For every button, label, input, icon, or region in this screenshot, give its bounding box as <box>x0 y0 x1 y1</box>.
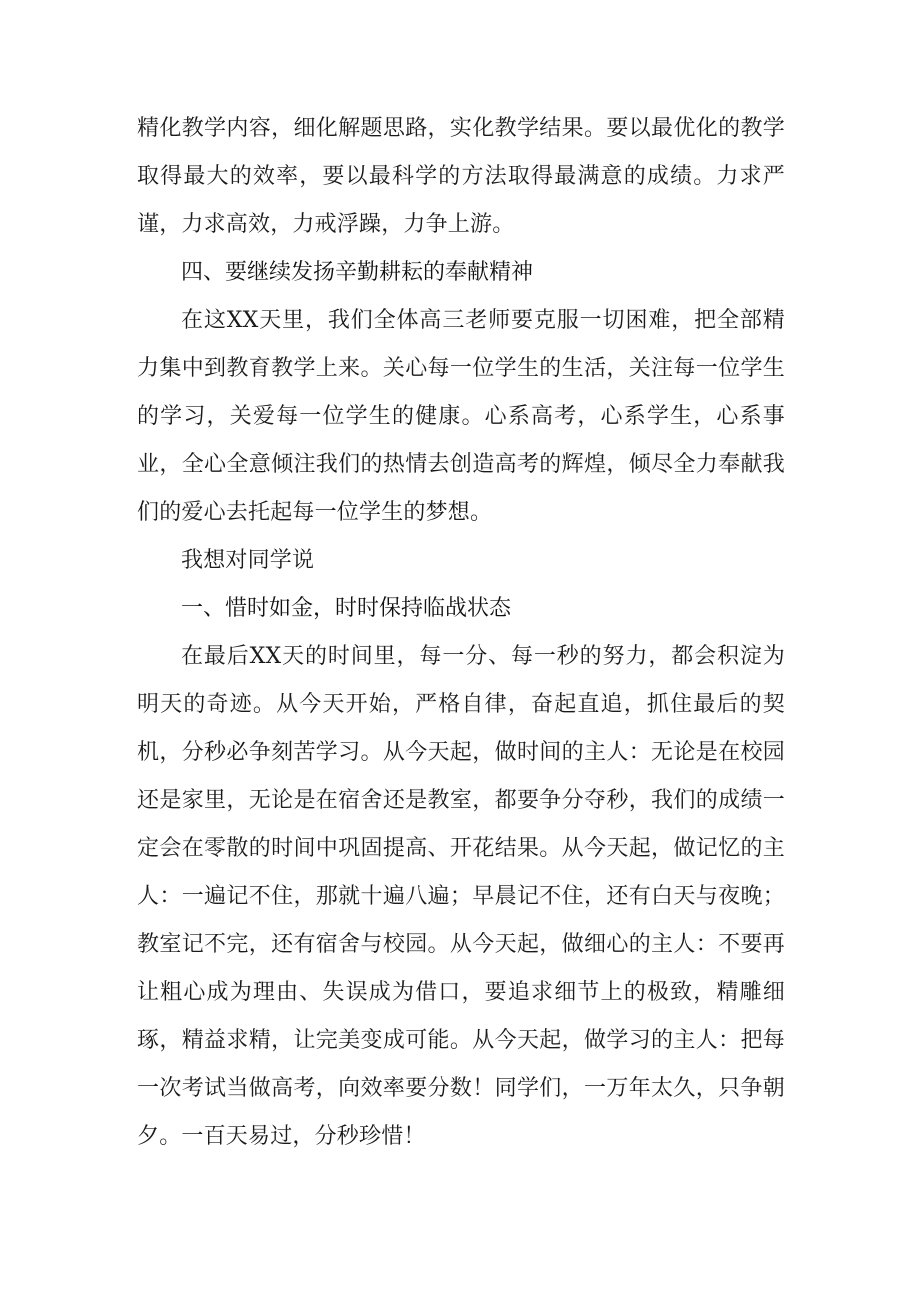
paragraph-teachers-commitment: 在这XX天里，我们全体高三老师要克服一切困难，把全部精力集中到教育教学上来。关心每一位学生的生活，关注每一位学生的学习，关爱每一位学生的健康。心系高考，心系学生，心系事业，全心全意倾注我们的热情去创造高考的辉煌，倾尽全力奉献我们的爱心去托起每一位学生的梦想。 <box>137 308 785 525</box>
section-heading-cherish-time: 一、惜时如金，时时保持临战状态 <box>181 596 512 621</box>
document-body <box>137 105 785 1161</box>
paragraph-to-students-intro: 我想对同学说 <box>181 548 315 573</box>
paragraph-cherish-time: 在最后XX天的时间里，每一分、每一秒的努力，都会积淀为明天的奇迹。从今天开始，严格自律，奋起直追，抓住最后的契机，分秒必争刻苦学习。从今天起，做时间的主人：无论是在校园还是家里，无论是在宿舍还是教室，都要争分夺秒，我们的成绩一定会在零散的时间中巩固提高、开花结果。从今天起，做记忆的主人：一遍记不住，那就十遍八遍；早晨记不住，还有白天与夜晚；教室记不完，还有宿舍与校园。从今天起，做细心的主人：不要再让粗心成为理由、失误成为借口，要追求细节上的极致，精雕细琢，精益求精，让完美变成可能。从今天起，做学习的主人：把每一次考试当做高考，向效率要分数！同学们，一万年太久，只争朝夕。一百天易过，分秒珍惜！ <box>137 644 785 1149</box>
paragraph-teaching-content: 精化教学内容，细化解题思路，实化教学结果。要以最优化的教学取得最大的效率，要以最科学的方法取得最满意的成绩。力求严谨，力求高效，力戒浮躁，力争上游。 <box>137 116 785 237</box>
section-heading-dedication: 四、要继续发扬辛勤耕耘的奉献精神 <box>181 260 534 285</box>
